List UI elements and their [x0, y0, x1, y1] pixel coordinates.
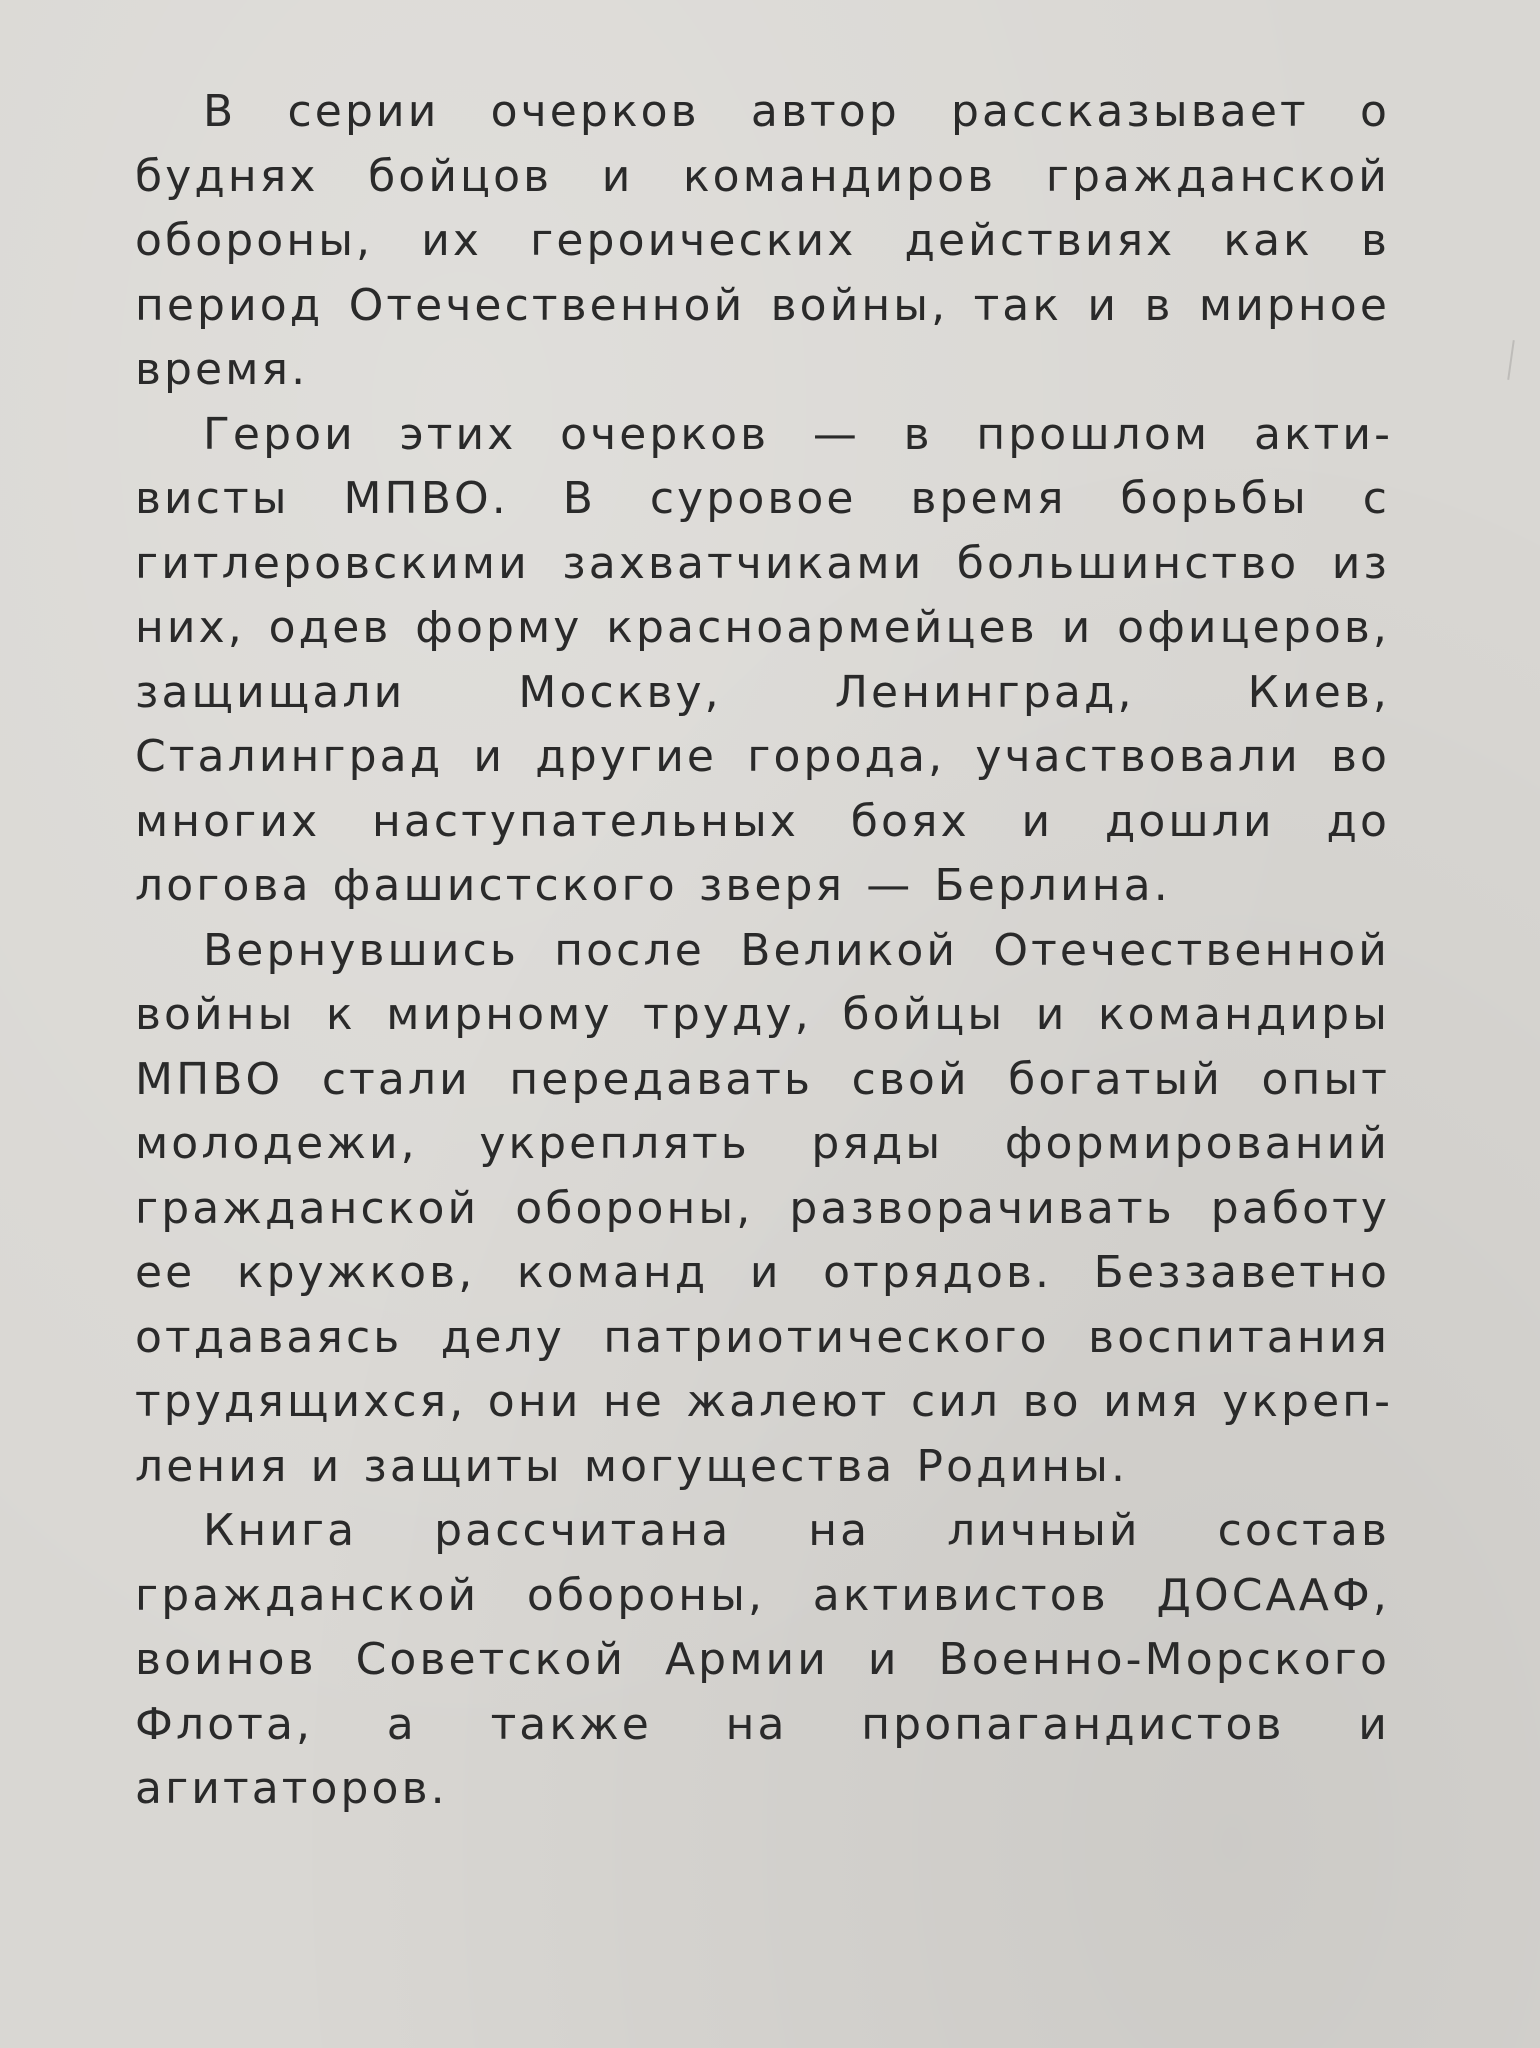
annotation-text	[135, 80, 1390, 1822]
paragraph-2: Герои этих очерков — в прошлом активисты МПВО. В суровое время борьбы с гитлеровскими захватчиками большинство из них, одев форму красноармейцев и офицеров, защищали Москву, Ленинград, Киев, Сталинград и другие города, участвовали во многих наступательных боях и дошли до логова фашистского зверя — Берлина.	[135, 408, 1390, 911]
paragraph-1: В серии очерков автор рассказывает о буднях бойцов и командиров гражданской обороны, их героических действиях как в период Отечественной войны, так и в мирное время.	[135, 86, 1390, 395]
paper-crease-mark	[1507, 340, 1515, 380]
paragraph-4: Книга рассчитана на личный состав гражданской обороны, активистов ДОСААФ, воинов Советской Армии и Военно-Морского Флота, а также на пропагандистов и агитаторов.	[135, 1505, 1390, 1814]
paragraph-3: Вернувшись после Великой Отечественной войны к мирному труду, бойцы и командиры МПВО стали передавать свой богатый опыт молодежи, укреплять ряды формирований гражданской обороны, разворачивать работу ее кружков, команд и отрядов. Беззаветно отдаваясь делу патриотического воспитания трудящихся, они не жалеют сил во имя укрепления и защиты могущества Родины.	[135, 924, 1390, 1492]
